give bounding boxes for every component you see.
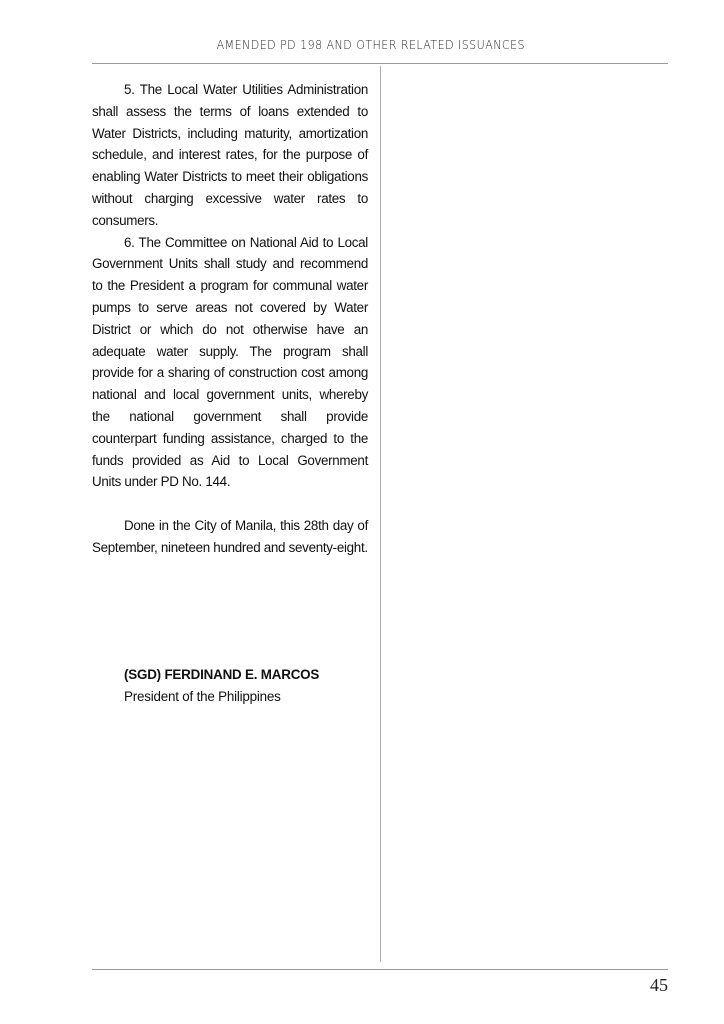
paragraph-6: 6. The Committee on National Aid to Local Government Units shall study and recommend to the President a program for communal water pumps to serve areas not covered by Water District or which do not otherwise have an adequate water supply. The program shall provide for a sharing of construction cost among national and local government units, whereby the national government shall provide counterpart funding assistance, charged to the funds provided as Aid to Local Government Units under PD No. 144. (92, 234, 368, 490)
footer-divider (92, 969, 668, 970)
signatory-title: President of the Philippines (124, 688, 281, 704)
running-header: AMENDED PD 198 AND OTHER RELATED ISSUANCES (216, 38, 525, 52)
closing-paragraph: Done in the City of Manila, this 28th day of September, nineteen hundred and seventy-eight. (92, 517, 368, 555)
signatory-name: (SGD) FERDINAND E. MARCOS (124, 667, 320, 682)
column-divider (380, 66, 381, 962)
signature-block (124, 664, 374, 708)
header-divider (92, 63, 668, 64)
page-number: 45 (650, 975, 668, 995)
paragraph-5: 5. The Local Water Utilities Administration shall assess the terms of loans extended to Water Districts, including maturity, amortization schedule, and interest rates, for the purpose of enabling Water Districts to meet their obligations without charging excessive water rates to consumers. (92, 82, 368, 228)
body-column (92, 79, 368, 559)
